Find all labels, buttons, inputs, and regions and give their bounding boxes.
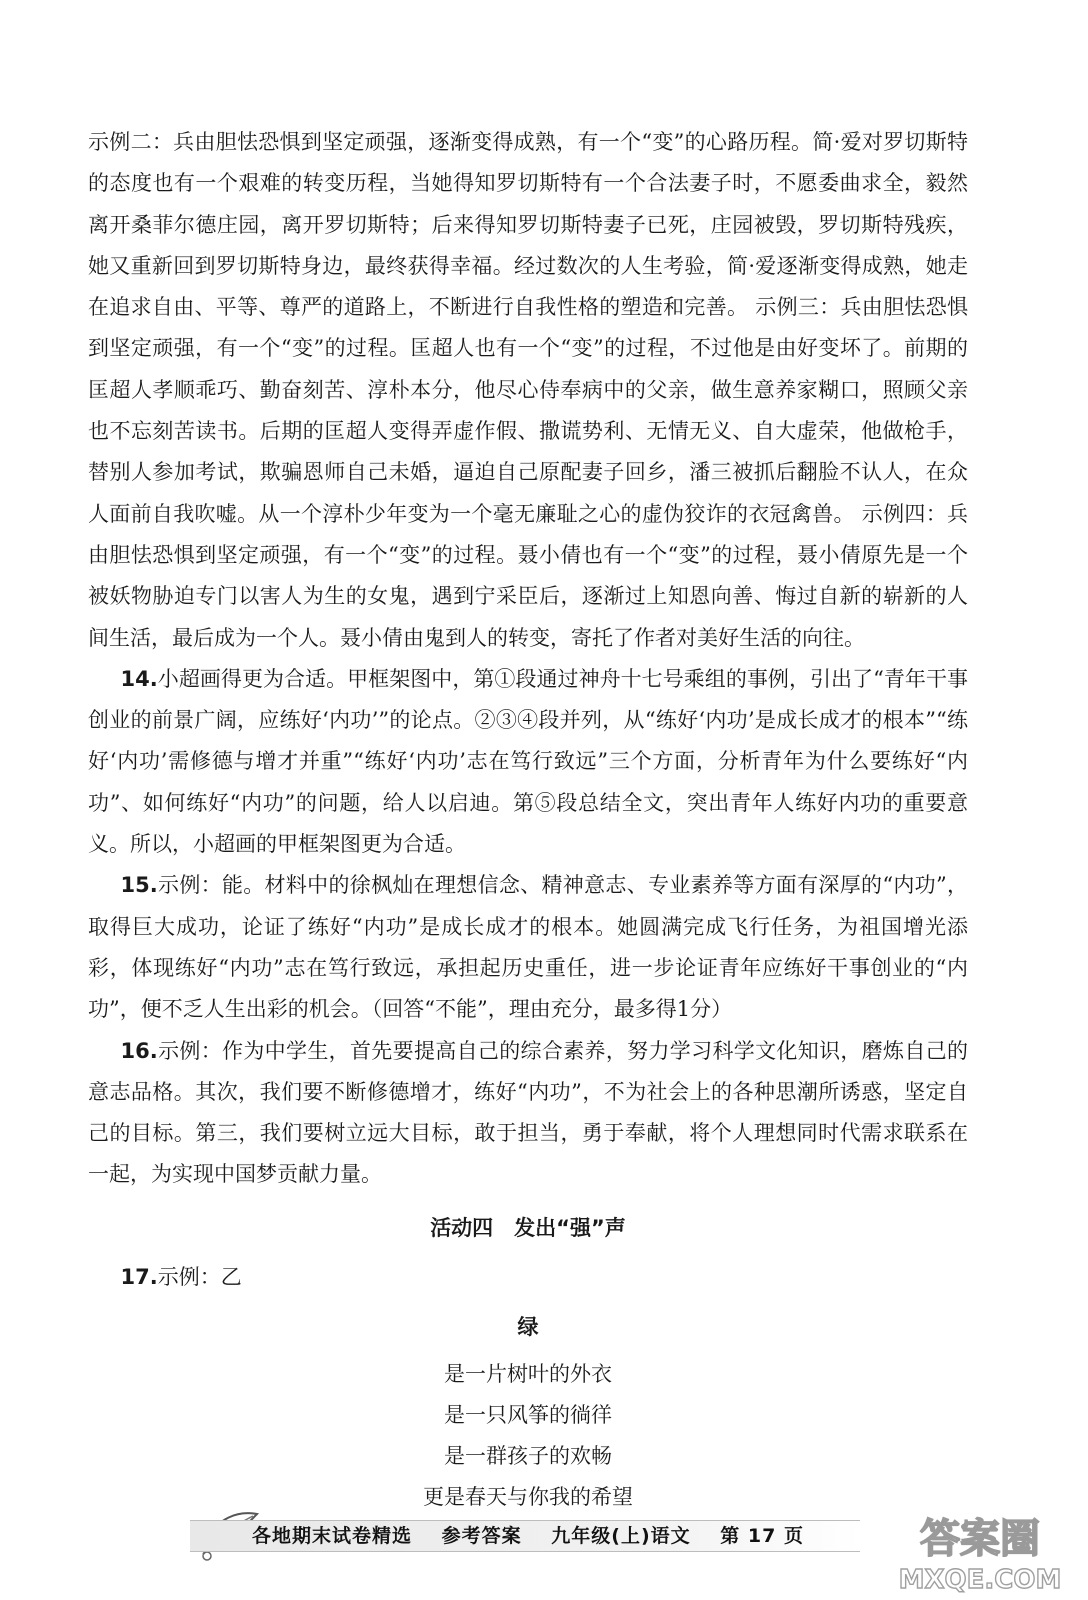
question-answer: 示例：乙 [157,1265,242,1290]
page-footer [190,1514,870,1554]
question-number: 14. [120,666,158,691]
footer-text [252,1521,826,1548]
section-title: 活动四 发出“强”声 [430,1215,626,1240]
question-answer: 示例：能。材料中的徐枫灿在理想信念、精神意志、专业素养等方面有深厚的“内功”，取得巨大成功，论证了练好“内功”是成长成才的根本。她圆满完成飞行任务，为祖国增光添彩，体现练好“内功”志在笃行致远，承担起历史重任，进一步论证青年应练好干事创业的“内功”，便不乏人生出彩的机会。（回答“不能”，理由充分，最多得1分） [88,873,968,1022]
question-14 [88,659,968,865]
poem-line: 是一只风筝的徜徉 [444,1402,612,1427]
poem [88,1306,968,1517]
question-number: 16. [120,1038,158,1063]
watermark-logo [880,1508,1080,1598]
watermark-top: 答案圈 [920,1516,1040,1562]
answer-content [88,122,968,1518]
question-answer: 小超画得更为合适。甲框架图中，第①段通过神舟十七号乘组的事例，引出了“青年干事创业的前景广阔，应练好‘内功’”的论点。②③④段并列，从“练好‘内功’是成长成才的根本”“练好‘内功’需修德与增才并重”“练好‘内功’志在笃行致远”三个方面，分析青年为什么要练好“内功”、如何练好“内功”的问题，给人以启迪。第⑤段总结全文，突出青年人练好内功的重要意义。所以，小超画的甲框架图更为合适。 [88,666,968,857]
question-number: 15. [120,873,158,898]
question-answer: 示例：作为中学生，首先要提高自己的综合素养，努力学习科学文化知识，磨炼自己的意志品格。其次，我们要不断修德增才，练好“内功”，不为社会上的各种思潮所诱惑，坚定自己的目标。第三，我们要树立远大目标，敢于担当，勇于奉献，将个人理想同时代需求联系在一起，为实现中国梦贡献力量。 [88,1038,968,1187]
poem-line: 更是春天与你我的希望 [423,1484,633,1509]
poem-line: 是一群孩子的欢畅 [444,1443,612,1468]
footer-page: 第 17 页 [720,1524,804,1547]
footer-type: 参考答案 [441,1524,522,1547]
poem-line: 是一片树叶的外衣 [444,1361,612,1386]
footer-grade: 九年级(上)语文 [551,1524,691,1547]
footer-series: 各地期末试卷精选 [252,1524,413,1547]
watermark-bottom: MXQE.COM [898,1565,1062,1595]
question-16 [88,1031,968,1196]
poem-title: 绿 [517,1314,539,1340]
answer-paragraph-13: 示例二：兵由胆怯恐惧到坚定顽强，逐渐变得成熟，有一个“变”的心路历程。简·爱对罗切斯特的态度也有一个艰难的转变历程，当她得知罗切斯特有一个合法妻子时，不愿委曲求全，毅然离开桑菲尔德庄园，离开罗切斯特；后来得知罗切斯特妻子已死，庄园被毁，罗切斯特残疾，她又重新回到罗切斯特身边，最终获得幸福。经过数次的人生考验，简·爱逐渐变得成熟，她走在追求自由、平等、尊严的道路上，不断进行自我性格的塑造和完善。 示例三：兵由胆怯恐惧到坚定顽强，有一个“变”的过程。匡超人也有一个“变”的过程，不过他是由好变坏了。前期的匡超人孝顺乖巧、勤奋刻苦、淳朴本分，他尽心侍奉病中的父亲，做生意养家糊口，照顾父亲也不忘刻苦读书。后期的匡超人变得弄虚作假、撒谎势利、无情无义、自大虚荣，他做枪手，替别人参加考试，欺骗恩师自己未婚，逼迫自己原配妻子回乡，潘三被抓后翻脸不认人，在众人面前自我吹嘘。从一个淳朴少年变为一个毫无廉耻之心的虚伪狡诈的衣冠禽兽。 示例四：兵由胆怯恐惧到坚定顽强，有一个“变”的过程。聂小倩也有一个“变”的过程，聂小倩原先是一个被妖物胁迫专门以害人为生的女鬼，遇到宁采臣后，逐渐过上知恩向善、悔过自新的崭新的人间生活，最后成为一个人。聂小倩由鬼到人的转变，寄托了作者对美好生活的向往。 [88,130,968,650]
question-number: 17. [120,1265,158,1290]
question-15 [88,865,968,1030]
question-17 [88,1257,968,1298]
